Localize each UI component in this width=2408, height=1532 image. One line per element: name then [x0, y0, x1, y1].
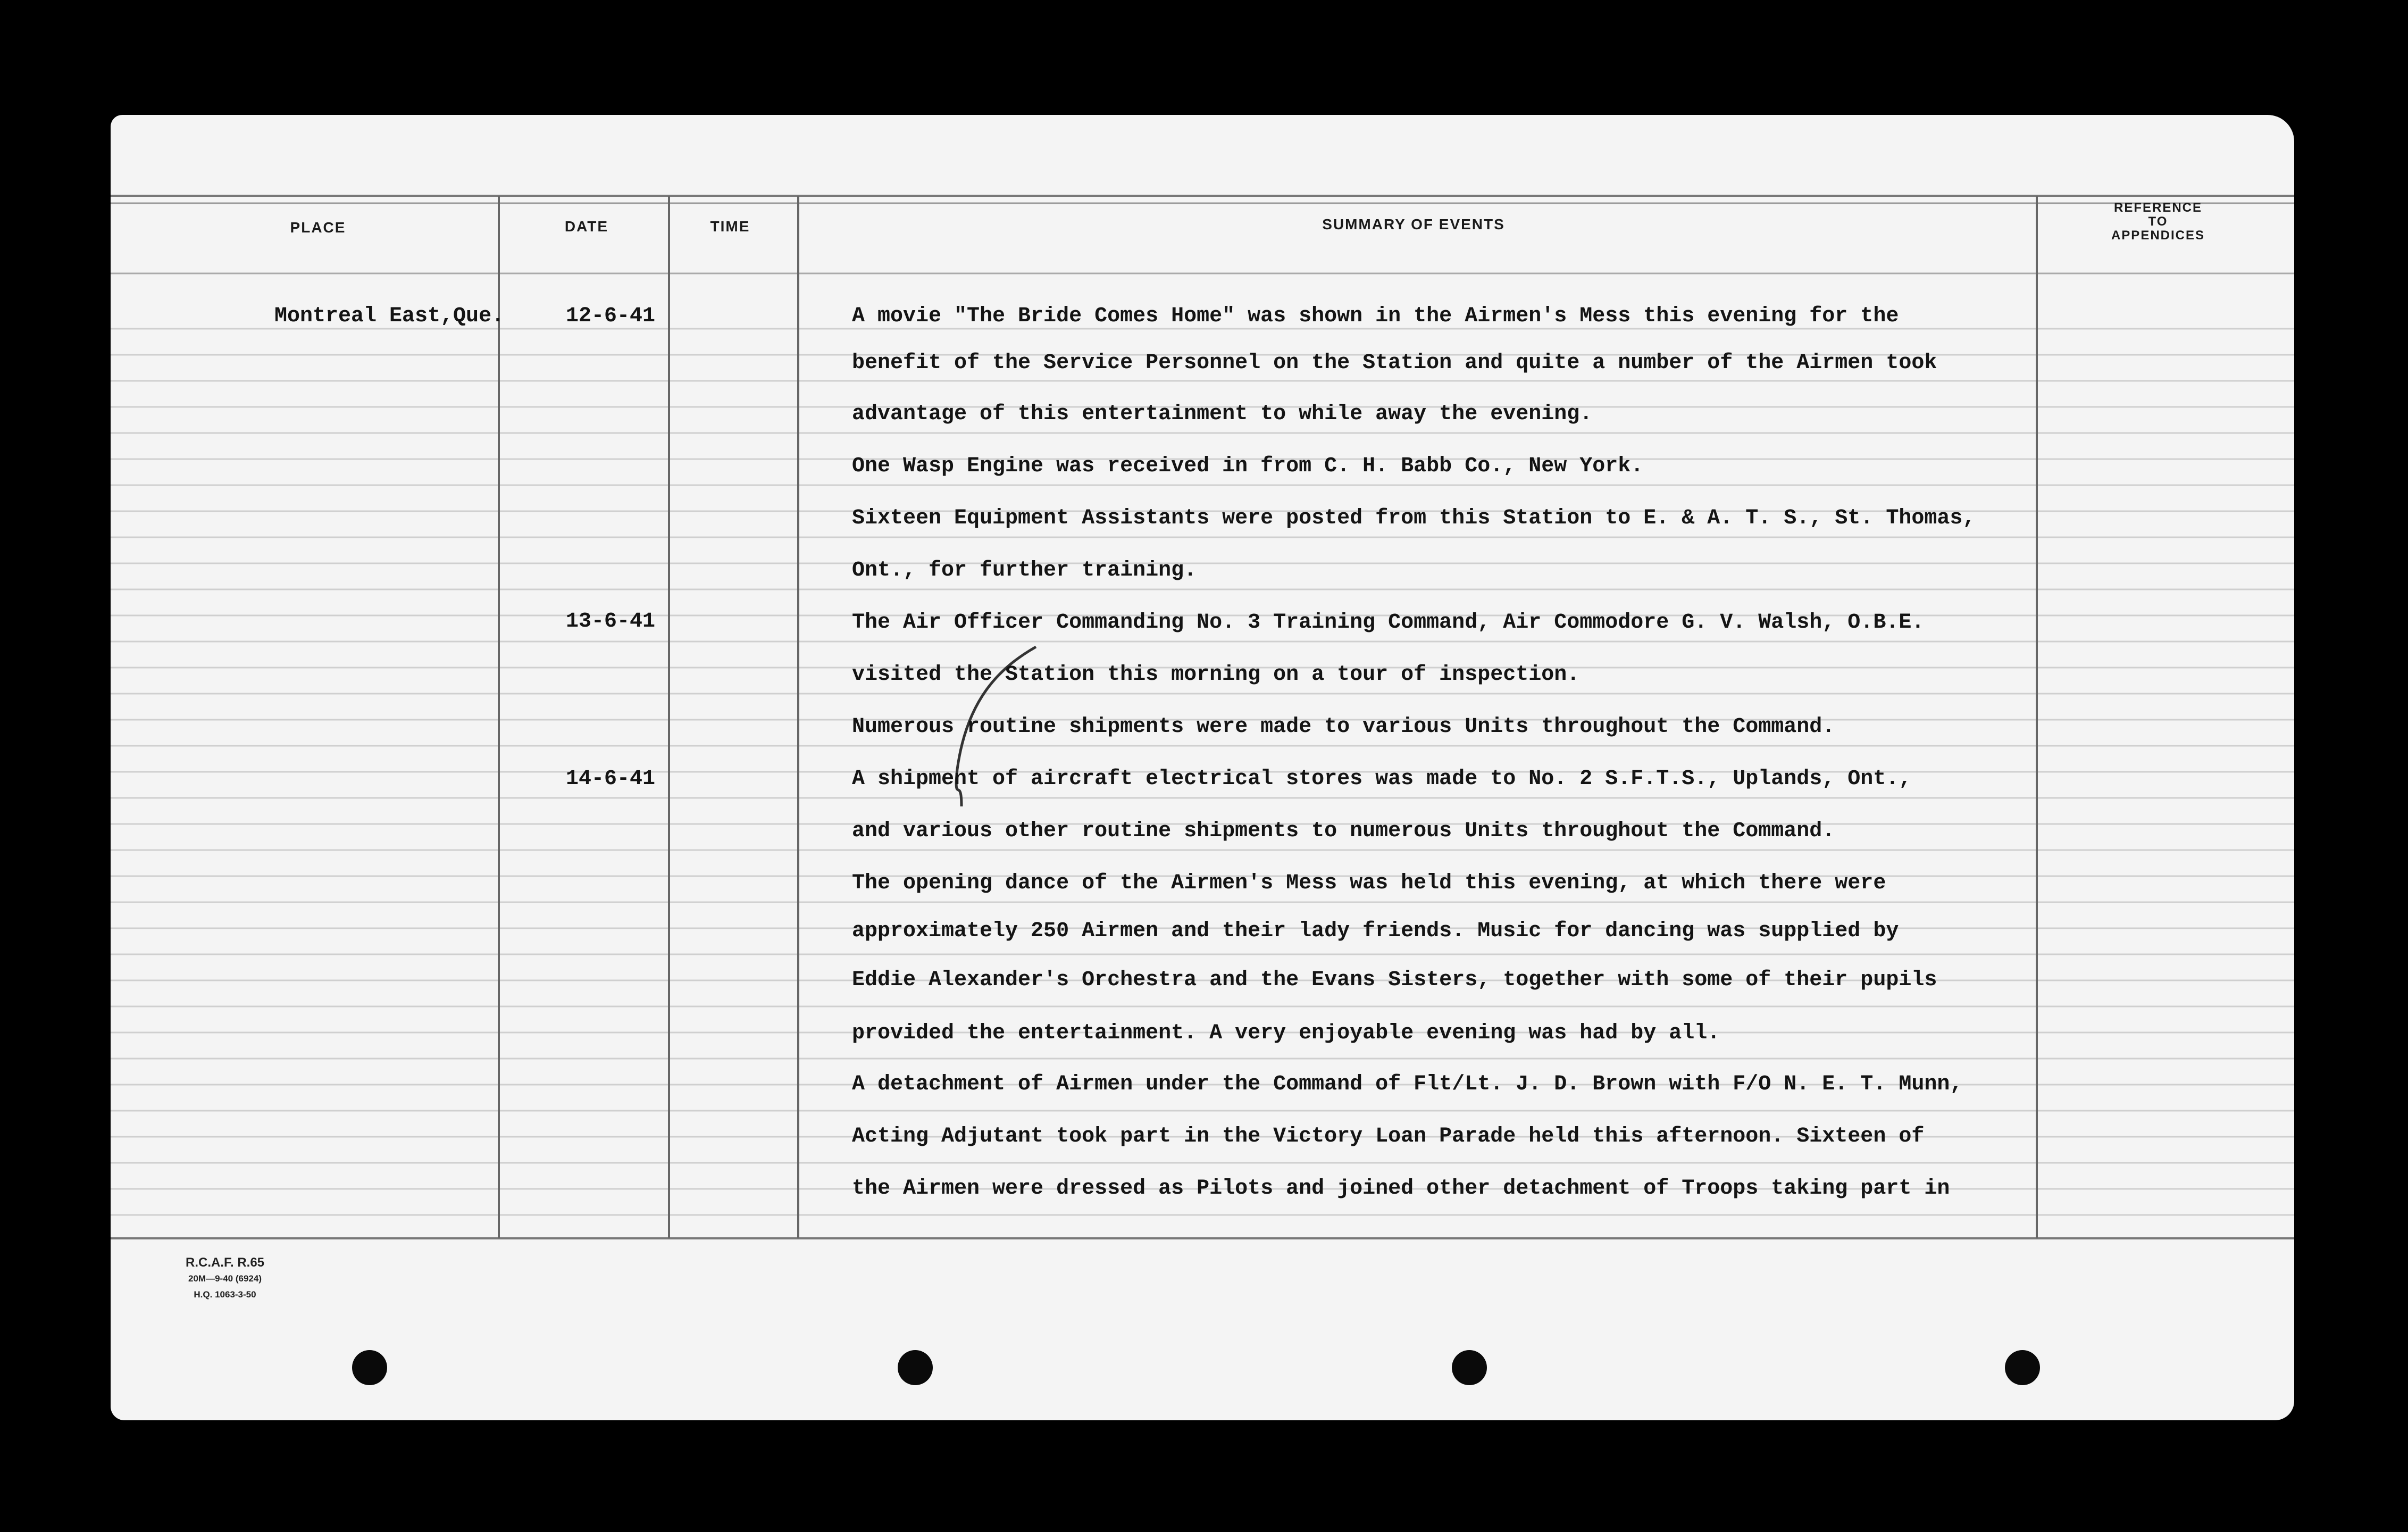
header-reference-line2: TO: [2148, 214, 2168, 229]
summary-line: advantage of this entertainment to while away the evening.: [852, 402, 1593, 426]
summary-line: Numerous routine shipments were made to various Units throughout the Command.: [852, 715, 1835, 739]
punch-hole: [1452, 1350, 1487, 1385]
punch-hole: [352, 1350, 387, 1385]
form-id-line1: R.C.A.F. R.65: [185, 1255, 265, 1270]
entry-date-14-6-41: 14-6-41: [566, 767, 656, 791]
header-date: DATE: [564, 218, 609, 235]
summary-line: the Airmen were dressed as Pilots and joined other detachment of Troops taking part in: [852, 1177, 1950, 1201]
summary-line: benefit of the Service Personnel on the Station and quite a number of the Airmen took: [852, 351, 1937, 375]
summary-line: Ont., for further training.: [852, 559, 1197, 582]
summary-line: visited the Station this morning on a tour of inspection.: [852, 663, 1580, 687]
summary-line: and various other routine shipments to numerous Units throughout the Command.: [852, 819, 1835, 843]
summary-line: Sixteen Equipment Assistants were posted from this Station to E. & A. T. S., St. Thomas,: [852, 506, 1976, 530]
entry-place: Montreal East,Que.: [274, 304, 505, 328]
header-reference-line1: REFERENCE: [2113, 201, 2203, 215]
entry-date-12-6-41: 12-6-41: [566, 304, 656, 328]
summary-line: provided the entertainment. A very enjoyable evening was had by all.: [852, 1021, 1720, 1045]
entry-date-13-6-41: 13-6-41: [566, 610, 656, 634]
punch-hole: [898, 1350, 933, 1385]
summary-line: The opening dance of the Airmen's Mess was held this evening, at which there were: [852, 871, 1886, 895]
summary-line: Eddie Alexander's Orchestra and the Evans Sisters, together with some of their pupils: [852, 968, 1937, 992]
summary-line: approximately 250 Airmen and their lady friends. Music for dancing was supplied by: [852, 919, 1899, 943]
punch-hole: [2005, 1350, 2040, 1385]
diary-form-card: [111, 115, 2294, 1420]
summary-line: A shipment of aircraft electrical stores was made to No. 2 S.F.T.S., Uplands, Ont.,: [852, 767, 1912, 791]
form-id-line3: H.Q. 1063-3-50: [194, 1289, 256, 1300]
form-id-line2: 20M—9-40 (6924): [188, 1273, 262, 1284]
header-reference: [2078, 201, 2238, 243]
header-summary: SUMMARY OF EVENTS: [1322, 216, 1505, 232]
header-reference-line3: APPENDICES: [2111, 228, 2205, 243]
header-place: PLACE: [290, 219, 346, 236]
header-time: TIME: [710, 218, 750, 235]
summary-line: A detachment of Airmen under the Command of Flt/Lt. J. D. Brown with F/O N. E. T. Munn,: [852, 1072, 1963, 1096]
summary-line: Acting Adjutant took part in the Victory Loan Parade held this afternoon. Sixteen of: [852, 1125, 1925, 1148]
summary-line: One Wasp Engine was received in from C. H. Babb Co., New York.: [852, 454, 1644, 478]
summary-line: A movie "The Bride Comes Home" was shown in the Airmen's Mess this evening for the: [852, 304, 1899, 328]
summary-line: The Air Officer Commanding No. 3 Training Command, Air Commodore G. V. Walsh, O.B.E.: [852, 611, 1925, 635]
